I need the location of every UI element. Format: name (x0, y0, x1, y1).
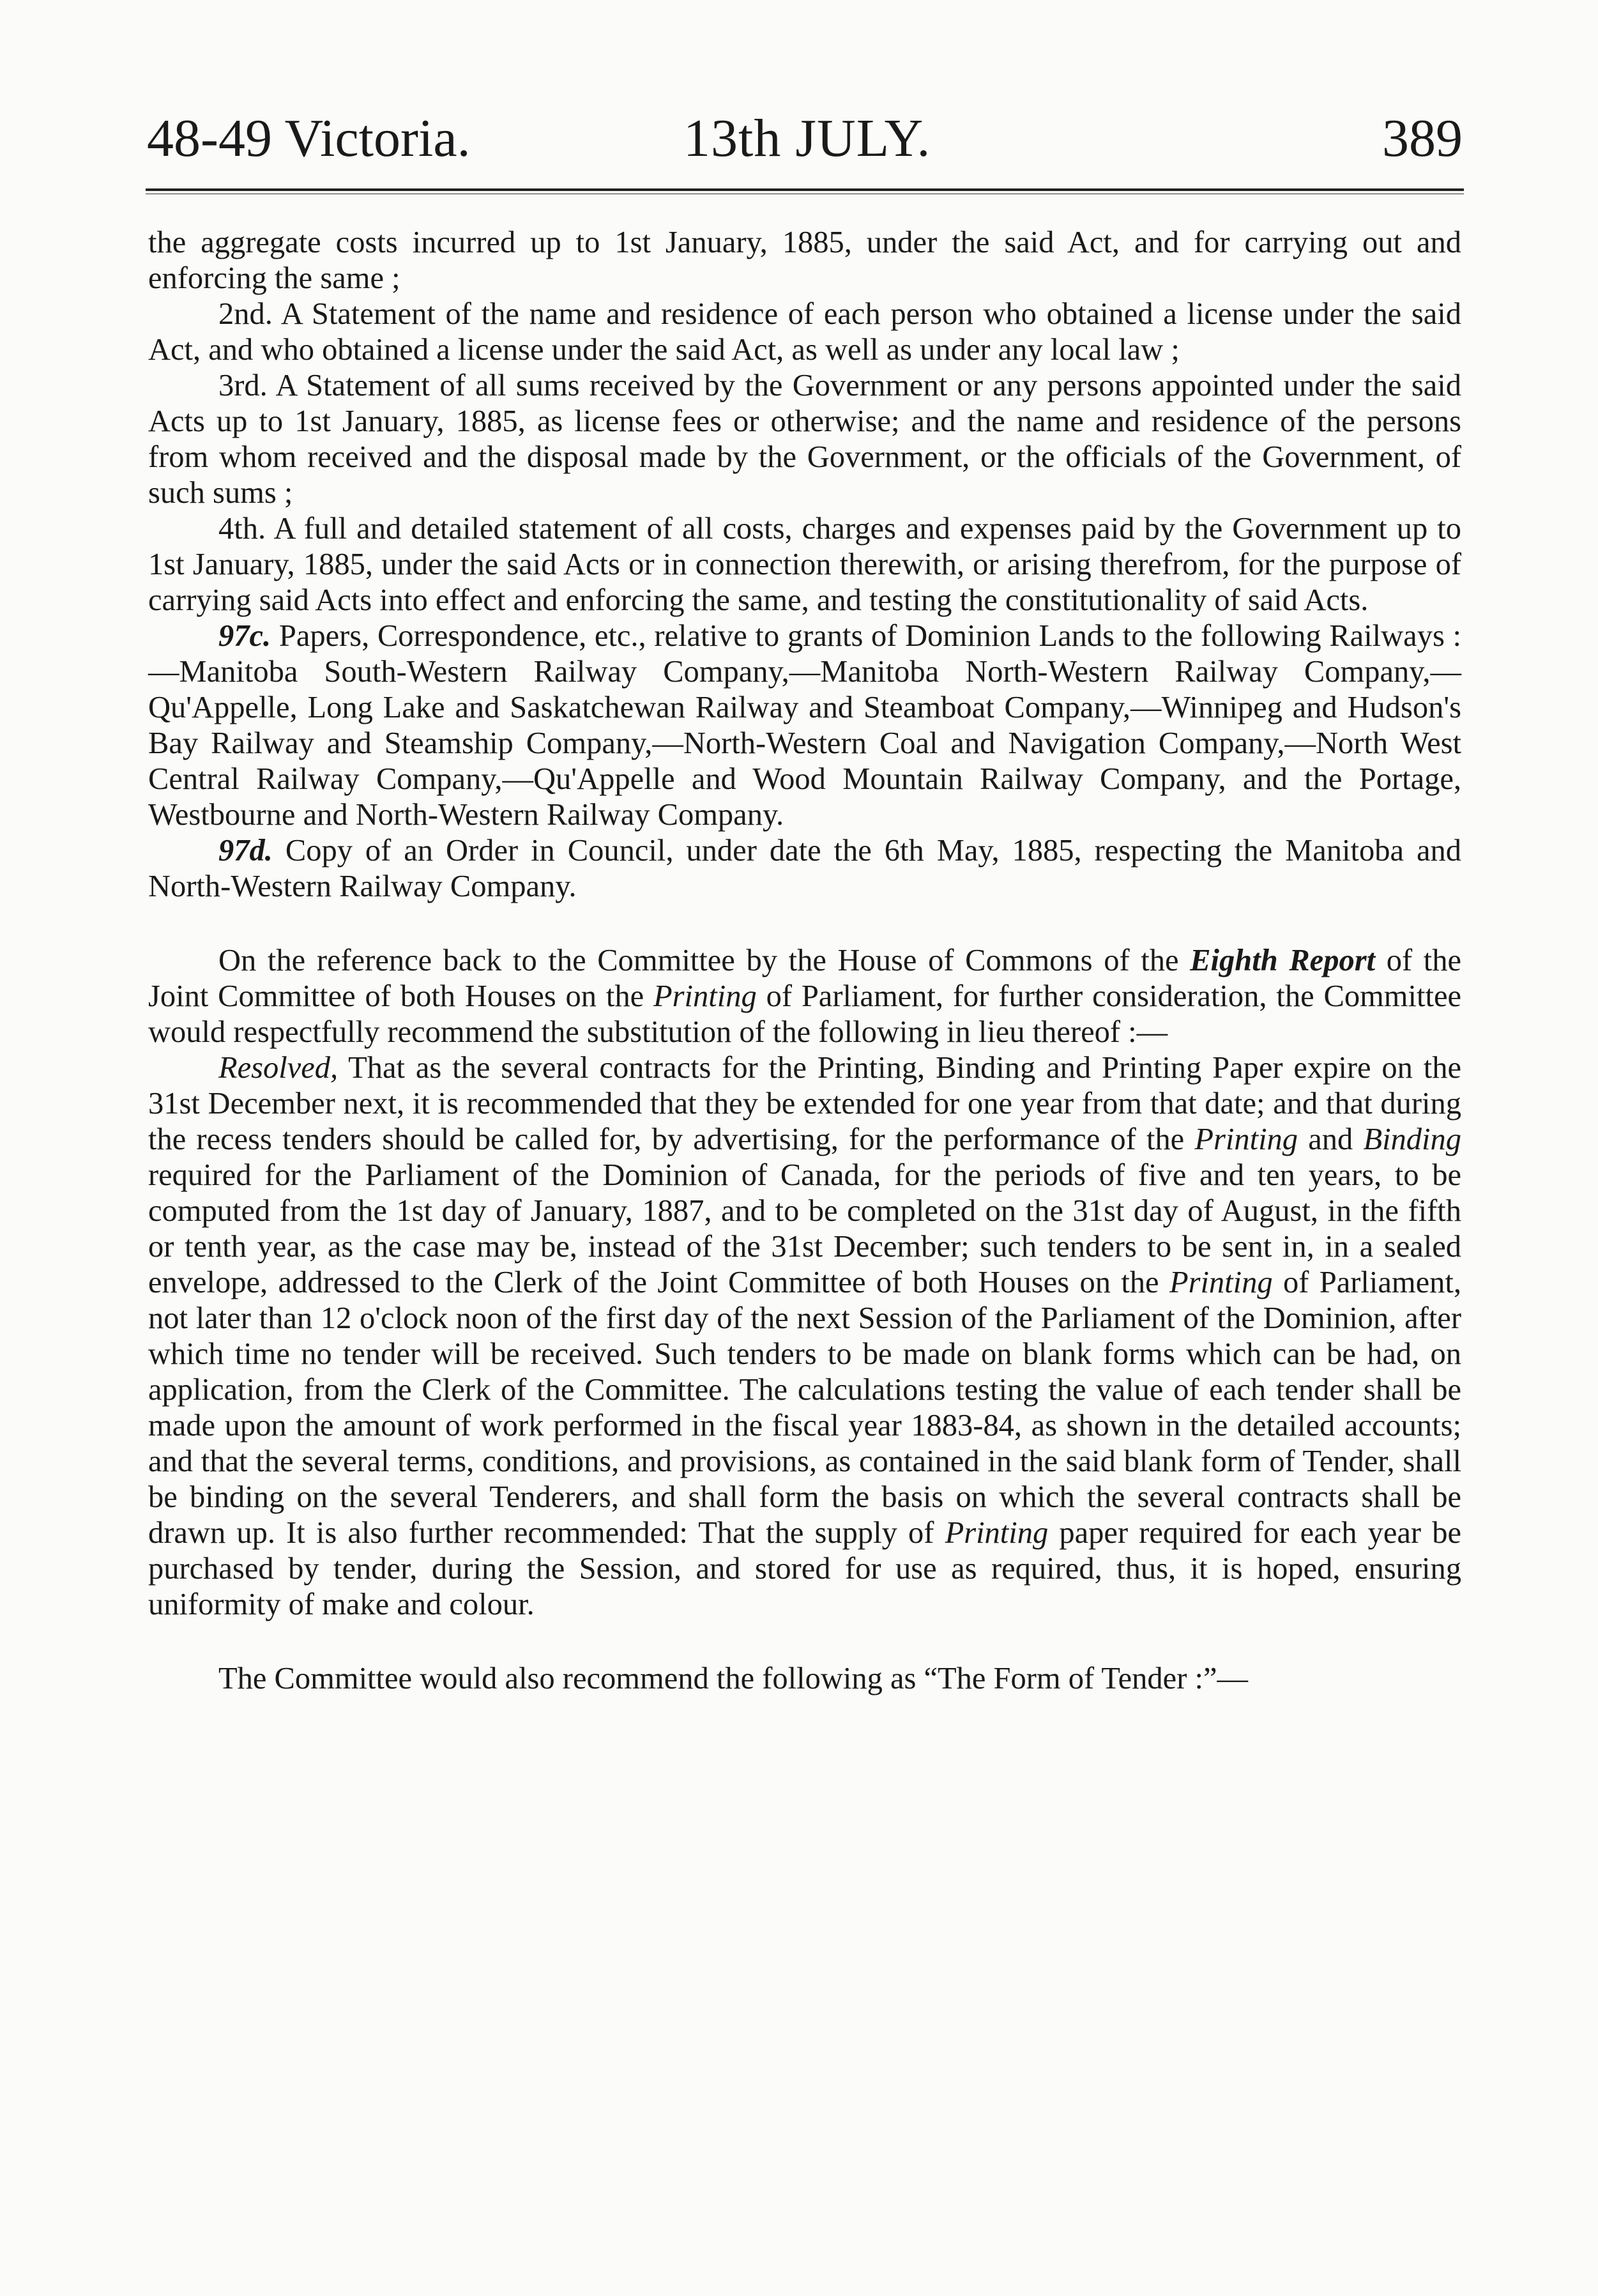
paragraph-97c (148, 618, 1461, 833)
italic-run-printing: Printing (945, 1516, 1049, 1550)
item-number-97c: 97c. (218, 619, 271, 653)
page-number: 389 (1382, 109, 1463, 168)
italic-run-printing: Printing (1169, 1266, 1273, 1299)
italic-run-resolved: Resolved, (218, 1051, 339, 1085)
running-head-left: 48-49 Victoria. (147, 109, 471, 168)
paragraph-aggregate-costs: the aggregate costs incurred up to 1st January, 1885, under the said Act, and for carrying out and enforcing the same ; (148, 226, 1461, 295)
italic-run-binding: Binding (1363, 1122, 1462, 1156)
item-text-97c: Papers, Correspondence, etc., relative to grants of Dominion Lands to the following Railways :—Manitoba South-Western Railway Company,—Manitoba North-Western Railway Company,—Qu'Appelle, Long Lake and Saskatchewan Railway and Steamboat Company,—Winnipeg and Hudson's Bay Railway and Steamship Company,—North-Western Coal and Navigation Company,—North West Central Railway Company,—Qu'Appelle and Wood Mountain Railway Company, and the Portage, Westbourne and North-Western Railway Company. (148, 619, 1461, 832)
paragraph-resolved (148, 1050, 1461, 1623)
text-run: On the reference back to the Committee by the House of Commons of the (218, 944, 1179, 977)
text-run: of the Joint Committee of both Houses on the (148, 944, 1462, 1013)
text-run: That as the several contracts for the Printing, Binding and Printing Paper expire on the 31st December next, it is recommended that they be extended for one year from that date; and that during the recess tenders should be called for, by advertising, for the performance of the (148, 1051, 1462, 1156)
item-number-97d: 97d. (218, 834, 273, 868)
paragraph-reference-back (148, 943, 1461, 1050)
text-run: of Parliament, not later than 12 o'clock noon of the first day of the next Session of the Parliament of the Dominion, after which time no tender will be received. Such tenders to be made on blank forms which can be had, on application, from the Clerk of the Committee. The calculations testing the value of each tender shall be made upon the amount of work performed in the fiscal year 1883-84, as shown in the detailed accounts; and that the several terms, conditions, and provisions, as contained in the said blank form of Tender, shall be binding on the several Tenderers, and shall form the basis on which the several contracts shall be drawn up. It is also further recommended: That the supply of (148, 1266, 1462, 1550)
paragraph-fourth-statement: 4th. A full and detailed statement of all costs, charges and expenses paid by the Government up to 1st January, 1885, under the said Acts or in connection therewith, or arising therefrom, for the purpose of carrying said Acts into effect and enforcing the same, and testing the constitutionality of said Acts. (148, 512, 1461, 617)
italic-run-printing: Printing (1194, 1122, 1298, 1156)
running-head-date: 13th JULY. (683, 109, 931, 168)
text-run: required for the Parliament of the Dominion of Canada, for the periods of five and ten years, to be computed from the 1st day of January, 1887, and to be completed on the 31st day of August, in the fifth or tenth year, as the case may be, instead of the 31st December; such tenders to be sent in, in a sealed envelope, addressed to the Clerk of the Joint Committee of both Houses on the (148, 1158, 1461, 1299)
italic-run-eighth-report: Eighth Report (1190, 944, 1376, 977)
paragraph-third-statement: 3rd. A Statement of all sums received by the Government or any persons appointed under the said Acts up to 1st January, 1885, as license fees or otherwise; and the name and residence of the persons from whom received and the disposal made by the Government, or the officials of the Government, of such sums ; (148, 369, 1461, 510)
item-text-97d: Copy of an Order in Council, under date the 6th May, 1885, respecting the Manitoba and North-Western Railway Company. (148, 834, 1462, 903)
page-header (147, 107, 1463, 178)
page-body (148, 225, 1461, 1697)
text-run: and (1308, 1122, 1353, 1156)
text-run: paper required for each year be purchased by tender, during the Session, and stored for use as required, thus, it is hoped, ensuring uniformity of make and colour. (148, 1516, 1461, 1621)
italic-run-printing: Printing (653, 979, 757, 1013)
paragraph-second-statement: 2nd. A Statement of the name and residence of each person who obtained a license under the said Act, and who obtained a license under the said Act, as well as under any local law ; (148, 297, 1461, 367)
paragraph-97d (148, 833, 1461, 905)
text-run: of Parliament, for further consideration, the Committee would respectfully recommend the substitution of the following in lieu thereof :— (148, 979, 1462, 1049)
header-rule (146, 188, 1464, 194)
paragraph-form-of-tender: The Committee would also recommend the following as “The Form of Tender :”— (218, 1662, 1248, 1695)
